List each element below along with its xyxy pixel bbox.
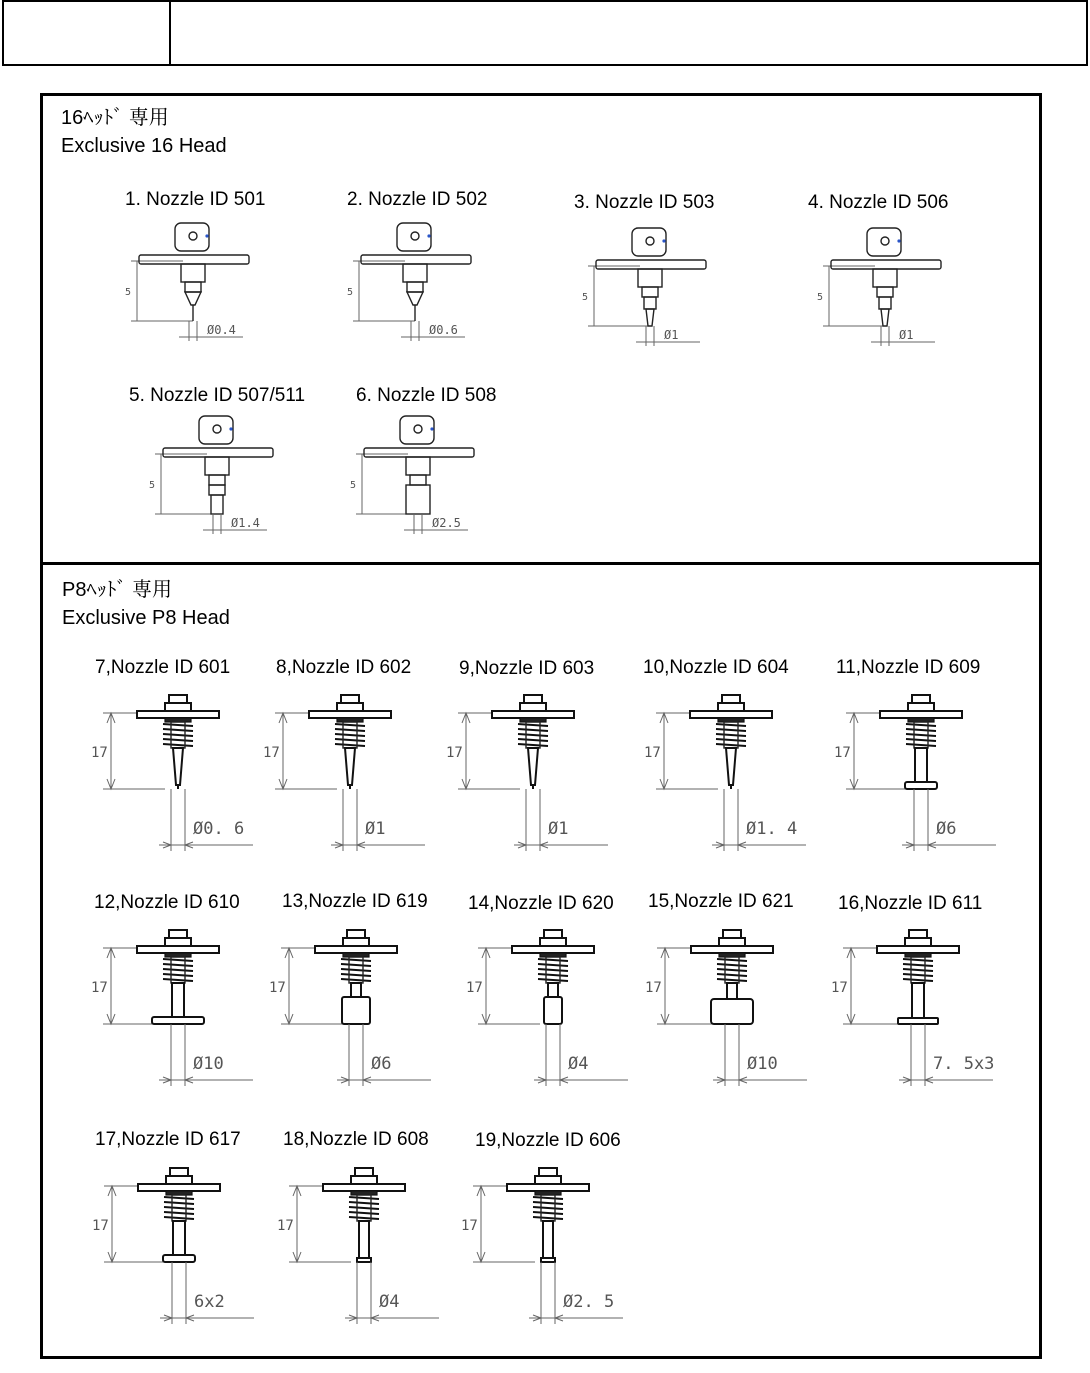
nozzle-drawing (265, 693, 425, 855)
height-dimension: 17 (92, 1218, 109, 1234)
nozzle-label: 9,Nozzle ID 603 (459, 658, 595, 679)
nozzle-label: 1. Nozzle ID 501 (125, 189, 266, 210)
section-divider (43, 562, 1039, 565)
height-dimension: 17 (263, 745, 280, 761)
nozzle-label: 13,Nozzle ID 619 (282, 891, 428, 912)
nozzle-label: 3. Nozzle ID 503 (574, 192, 715, 213)
height-dimension: 17 (831, 980, 848, 996)
nozzle-drawing (271, 928, 431, 1090)
height-dimension: 5 (350, 480, 357, 491)
nozzle-label: 14,Nozzle ID 620 (468, 893, 614, 914)
nozzle-label: 15,Nozzle ID 621 (648, 891, 794, 912)
height-dimension: 17 (834, 745, 851, 761)
nozzle-catalog-frame (40, 93, 1042, 1359)
nozzle-drawing (448, 693, 608, 855)
height-dimension: 17 (91, 980, 108, 996)
height-dimension: 17 (461, 1218, 478, 1234)
diameter-dimension: Ø10 (193, 1054, 224, 1074)
nozzle-drawing (123, 221, 283, 345)
nozzle-drawing (815, 226, 975, 350)
nozzle-label: 18,Nozzle ID 608 (283, 1129, 429, 1150)
diameter-dimension: Ø2.5 (432, 516, 461, 530)
nozzle-drawing (468, 928, 628, 1090)
height-dimension: 17 (466, 980, 483, 996)
nozzle-drawing (94, 1166, 254, 1328)
diameter-dimension: Ø4 (379, 1292, 400, 1312)
nozzle-drawing (580, 226, 740, 350)
height-dimension: 17 (645, 980, 662, 996)
diameter-dimension: Ø1 (664, 328, 679, 342)
diameter-dimension: 6x2 (194, 1292, 225, 1312)
diameter-dimension: Ø10 (747, 1054, 778, 1074)
section-16-title-en: Exclusive 16 Head (61, 135, 227, 157)
nozzle-drawing (279, 1166, 439, 1328)
nozzle-label: 11,Nozzle ID 609 (836, 657, 981, 678)
height-dimension: 5 (817, 292, 824, 303)
diameter-dimension: Ø6 (936, 819, 957, 839)
height-dimension: 17 (446, 745, 463, 761)
nozzle-label: 10,Nozzle ID 604 (643, 657, 789, 678)
diameter-dimension: Ø6 (371, 1054, 392, 1074)
nozzle-label: 8,Nozzle ID 602 (276, 657, 412, 678)
diameter-dimension: Ø1 (899, 328, 914, 342)
height-dimension: 17 (644, 745, 661, 761)
nozzle-drawing (93, 928, 253, 1090)
nozzle-drawing (348, 414, 508, 538)
nozzle-drawing (647, 928, 807, 1090)
height-dimension: 17 (91, 745, 108, 761)
diameter-dimension: Ø0.6 (429, 323, 458, 337)
diameter-dimension: Ø2. 5 (563, 1292, 615, 1312)
diameter-dimension: Ø4 (568, 1054, 589, 1074)
nozzle-drawing (147, 414, 307, 538)
nozzle-label: 17,Nozzle ID 617 (95, 1129, 241, 1150)
nozzle-label: 19,Nozzle ID 606 (475, 1130, 621, 1151)
height-dimension: 5 (582, 292, 589, 303)
section-p8-title-en: Exclusive P8 Head (62, 607, 230, 629)
diameter-dimension: Ø1 (365, 819, 386, 839)
diameter-dimension: 7. 5x3 (933, 1054, 995, 1074)
section-16-title-jp: 16ﾍｯﾄﾞ 専用 (61, 107, 169, 129)
nozzle-label: 5. Nozzle ID 507/511 (129, 385, 306, 406)
nozzle-label: 6. Nozzle ID 508 (356, 385, 497, 406)
diameter-dimension: Ø1. 4 (746, 819, 798, 839)
height-dimension: 5 (125, 287, 132, 298)
height-dimension: 17 (277, 1218, 294, 1234)
section-p8-title-jp: P8ﾍｯﾄﾞ 専用 (62, 579, 173, 601)
nozzle-drawing (836, 693, 996, 855)
header-cell-left (4, 2, 171, 64)
nozzle-label: 2. Nozzle ID 502 (347, 189, 488, 210)
header-cell-right (171, 2, 1086, 64)
header-table (2, 0, 1088, 66)
diameter-dimension: Ø1.4 (231, 516, 260, 530)
nozzle-drawing (345, 221, 505, 345)
nozzle-label: 7,Nozzle ID 601 (95, 657, 231, 678)
diameter-dimension: Ø0.4 (207, 323, 236, 337)
height-dimension: 17 (269, 980, 286, 996)
diameter-dimension: Ø1 (548, 819, 569, 839)
nozzle-label: 4. Nozzle ID 506 (808, 192, 949, 213)
diameter-dimension: Ø0. 6 (193, 819, 245, 839)
height-dimension: 5 (347, 287, 354, 298)
nozzle-label: 12,Nozzle ID 610 (94, 892, 240, 913)
height-dimension: 5 (149, 480, 156, 491)
nozzle-label: 16,Nozzle ID 611 (838, 893, 983, 914)
